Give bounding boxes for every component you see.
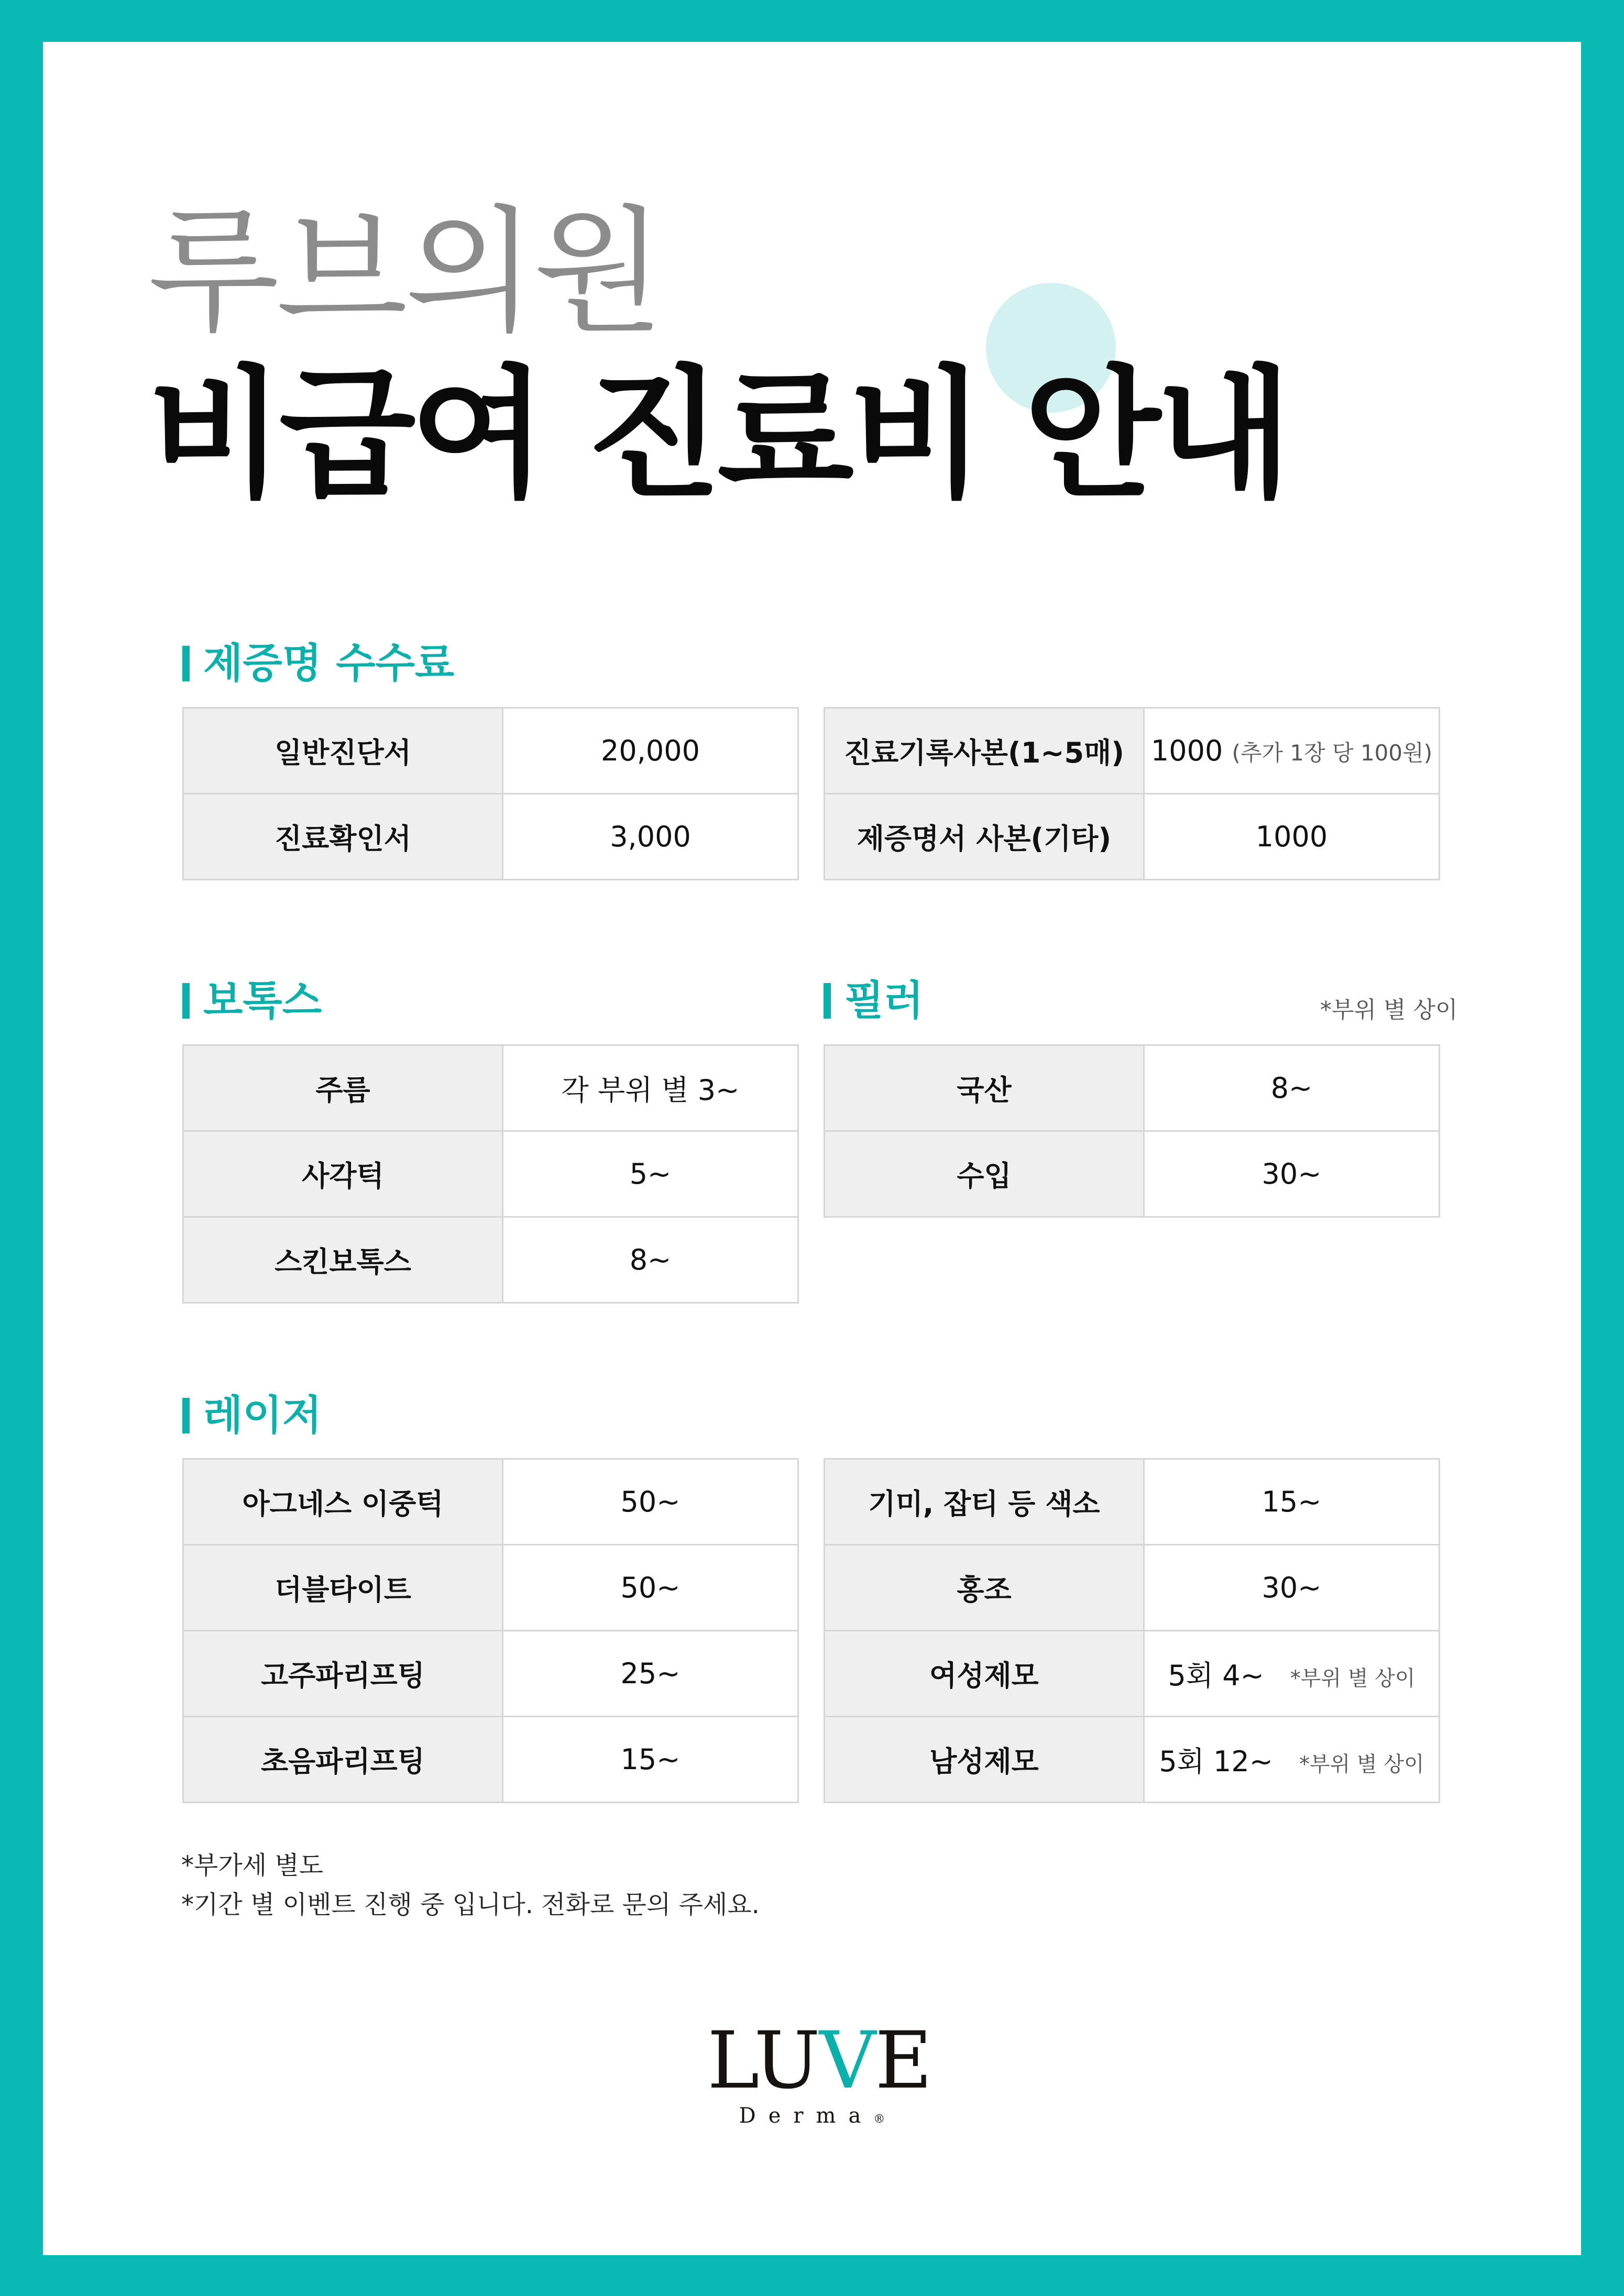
item-price: 50~ (503, 1545, 798, 1631)
table-row (825, 1717, 1440, 1803)
item-label: 더블타이트 (183, 1545, 503, 1631)
item-price: 25~ (503, 1631, 798, 1717)
item-label: 일반진단서 (183, 708, 503, 794)
item-label: 사각턱 (183, 1131, 503, 1217)
heading-bar (182, 983, 190, 1019)
table-row (183, 708, 798, 794)
item-label: 아그네스 이중턱 (183, 1459, 503, 1545)
item-label: 초음파리프팅 (183, 1717, 503, 1803)
laser-table-right (824, 1458, 1440, 1803)
item-label: 남성제모 (825, 1717, 1144, 1803)
table-row (825, 1045, 1440, 1131)
item-price: 50~ (503, 1459, 798, 1545)
item-label: 수입 (825, 1131, 1144, 1217)
section-heading-label: 제증명 수수료 (203, 640, 455, 687)
logo-wordmark (707, 2015, 931, 2106)
item-label: 제증명서 사본(기타) (825, 794, 1144, 880)
item-price: 20,000 (503, 708, 798, 794)
table-row (825, 794, 1440, 880)
page-title: 비급여 진료비 안내 (148, 352, 1287, 517)
filler-note: *부위 별 상이 (1320, 997, 1458, 1023)
section-heading-botox (182, 977, 322, 1024)
logo-letters-lu: LU (707, 2015, 819, 2106)
item-price: 3,000 (503, 794, 798, 880)
table-row (183, 1545, 798, 1631)
table-row (183, 1631, 798, 1717)
item-label: 기미, 잡티 등 색소 (825, 1459, 1144, 1545)
logo-letter-v: V (819, 2015, 875, 2106)
clinic-name: 루브의원 (148, 193, 662, 351)
certificates-table-left (182, 707, 799, 880)
table-row (183, 794, 798, 880)
footnote-event: *기간 별 이벤트 진행 중 입니다. 전화로 문의 주세요. (181, 1890, 760, 1919)
item-price: 5회 4~ (1168, 1659, 1264, 1692)
item-note: *부위 별 상이 (1290, 1666, 1415, 1691)
heading-bar (824, 983, 831, 1019)
heading-bar (182, 1398, 190, 1433)
item-label: 진료확인서 (183, 794, 503, 880)
item-label: 주름 (183, 1045, 503, 1131)
footnote-vat: *부가세 별도 (181, 1851, 324, 1880)
section-heading-certificates (182, 640, 454, 687)
section-heading-filler (824, 977, 924, 1024)
heading-bar (182, 646, 190, 681)
table-row (183, 1459, 798, 1545)
table-row (183, 1217, 798, 1303)
item-label: 고주파리프팅 (183, 1631, 503, 1717)
item-price: 30~ (1144, 1131, 1440, 1217)
item-label: 국산 (825, 1045, 1144, 1131)
section-heading-label: 필러 (844, 977, 924, 1024)
item-label: 진료기록사본(1~5매) (825, 708, 1144, 794)
item-price: 15~ (1144, 1459, 1440, 1545)
item-price: 각 부위 별 3~ (503, 1045, 798, 1131)
item-price: 1000 (1144, 794, 1440, 880)
item-label: 스킨보톡스 (183, 1217, 503, 1303)
table-row (825, 1545, 1440, 1631)
item-price-cell (1144, 708, 1440, 794)
item-price: 8~ (503, 1217, 798, 1303)
table-row (825, 1631, 1440, 1717)
registered-mark: ® (873, 2113, 885, 2126)
item-price: 1000 (1150, 734, 1223, 767)
table-row (825, 1131, 1440, 1217)
item-price: 5회 12~ (1159, 1745, 1273, 1778)
table-row (825, 708, 1440, 794)
logo-letter-e: E (875, 2015, 931, 2106)
item-note: *부위 별 상이 (1299, 1752, 1424, 1776)
botox-table (182, 1044, 799, 1304)
logo-sub-text: Derma (739, 2104, 874, 2128)
item-price-cell (1144, 1631, 1440, 1717)
footnotes (181, 1846, 760, 1925)
table-row (183, 1131, 798, 1217)
logo-subtitle (707, 2104, 917, 2128)
certificates-table-right (824, 707, 1440, 880)
laser-table-left (182, 1458, 799, 1803)
item-price: 8~ (1144, 1045, 1440, 1131)
item-price-extra: (추가 1장 당 100원) (1232, 740, 1433, 766)
item-price: 5~ (503, 1131, 798, 1217)
item-label: 홍조 (825, 1545, 1144, 1631)
luve-derma-logo (707, 2015, 931, 2128)
section-heading-label: 레이저 (203, 1392, 322, 1439)
section-heading-label: 보톡스 (203, 977, 322, 1024)
table-row (183, 1717, 798, 1803)
table-row (825, 1459, 1440, 1545)
item-label: 여성제모 (825, 1631, 1144, 1717)
filler-table (824, 1044, 1440, 1218)
item-price: 15~ (503, 1717, 798, 1803)
section-heading-laser (182, 1392, 322, 1439)
table-row (183, 1045, 798, 1131)
item-price: 30~ (1144, 1545, 1440, 1631)
item-price-cell (1144, 1717, 1440, 1803)
